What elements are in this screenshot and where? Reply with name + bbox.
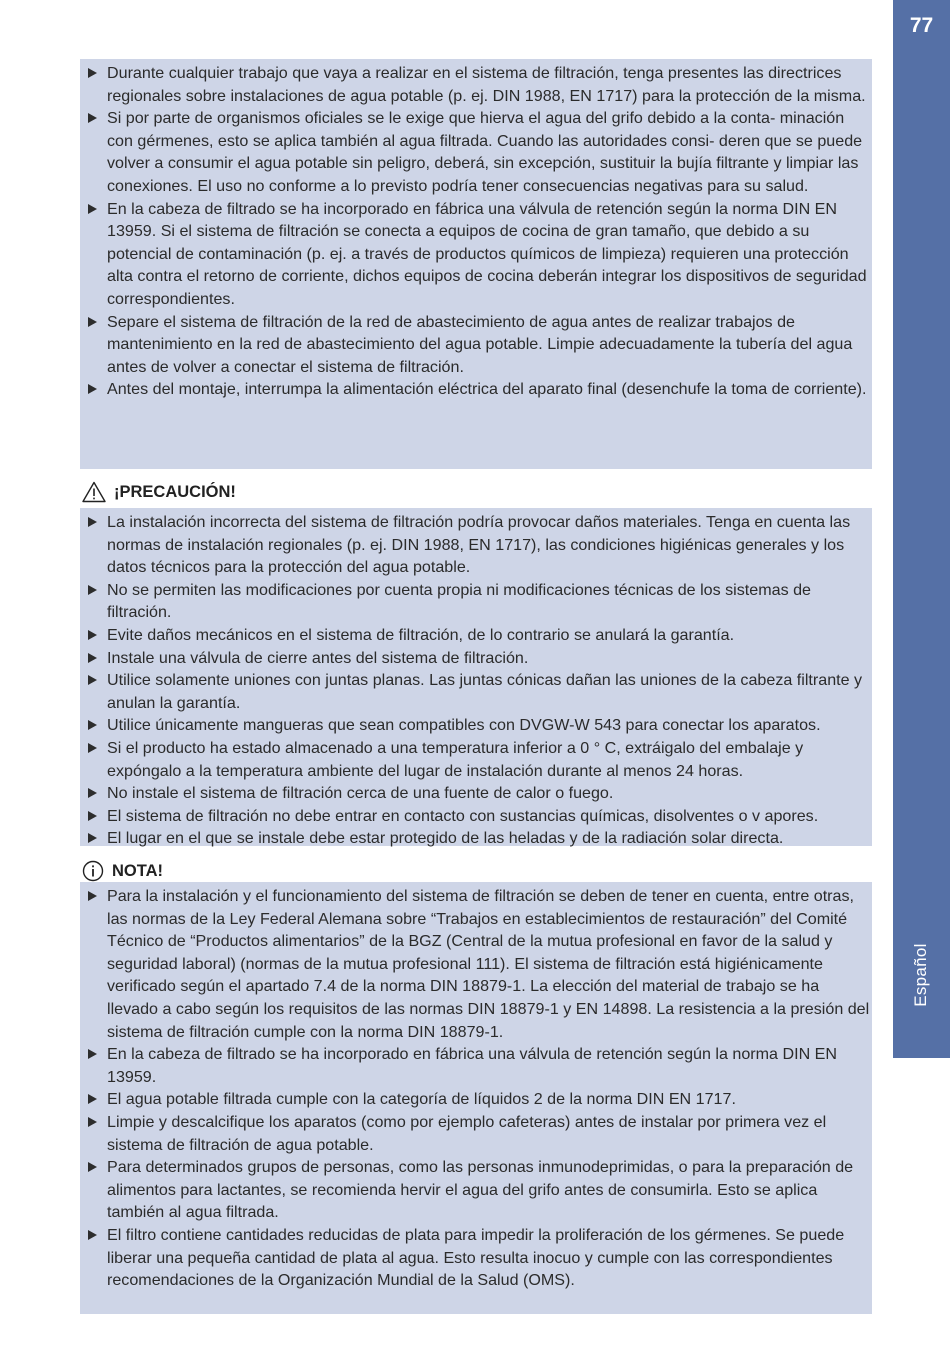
language-tab-label: Español	[911, 943, 930, 1007]
list-item: No se permiten las modificaciones por cuenta propia ni modificaciones técnicas de los sistemas de filtración.	[84, 579, 872, 624]
list-item: El filtro contiene cantidades reducidas de plata para impedir la proliferación de los gérmenes. Se puede liberar una pequeña cantidad de plata al agua. Esto resulta inocuo y cumple con las correspondientes recomendaciones de la Organización Mundial de la Salud (OMS).	[84, 1224, 872, 1292]
list-item: El sistema de filtración no debe entrar en contacto con sustancias químicas, disolventes o v apores.	[84, 805, 872, 828]
list-item: El agua potable filtrada cumple con la categoría de líquidos 2 de la norma DIN EN 1717.	[84, 1088, 872, 1111]
info-circle-icon	[82, 860, 104, 882]
note-title: NOTA!	[112, 861, 164, 880]
list-item: La instalación incorrecta del sistema de filtración podría provocar daños materiales. Tenga en cuenta las normas de instalación regionales (p. ej. DIN 1988, EN 1717), las condiciones higiénicas generales y los datos técnicos para la protección del agua potable.	[84, 511, 872, 579]
list-item: En la cabeza de filtrado se ha incorporado en fábrica una válvula de retención según la norma DIN EN 13959.	[84, 1043, 872, 1088]
list-item: Para la instalación y el funcionamiento del sistema de filtración se deben de tener en cuenta, entre otras, las normas de la Ley Federal Alemana sobre “Trabajos en establecimientos de restauración” del Comité Técnico de “Productos alimentarios” de la BGZ (Central de la mutua profesional en favor de la salud y seguridad laboral) (normas de la mutua profesional 111). El sistema de filtración está higiénicamente verificado según el apartado 7.4 de la norma DIN 18879-1. La elección del material de trabajo se ha llevado a cabo según los requisitos de las normas DIN 18879-1 y EN 14898. La resistencia a la presión del sistema de filtración cumple con la norma DIN 18879-1.	[84, 885, 872, 1043]
warning-triangle-icon	[82, 481, 106, 503]
list-item: Evite daños mecánicos en el sistema de filtración, de lo contrario se anulará la garantía.	[84, 624, 872, 647]
list-item: El lugar en el que se instale debe estar protegido de las heladas y de la radiación solar directa.	[84, 827, 872, 850]
note-box	[80, 882, 872, 1314]
list-item: Si por parte de organismos oficiales se le exige que hierva el agua del grifo debido a la conta- minación con gérmenes, esto se aplica también al agua filtrada. Cuando las autoridades consi- deren que se puede volver a consumir el agua potable sin peligro, deberá, sin excepción, sustituir la bujía filtrante y limpiar las conexiones. El uso no conforme a lo previsto podría tener consecuencias negativas para su salud.	[84, 107, 872, 197]
language-sidebar	[893, 0, 950, 1058]
note-heading	[82, 860, 163, 882]
note-list	[84, 885, 872, 1292]
page-number: 77	[909, 14, 934, 37]
list-item: Limpie y descalcifique los aparatos (como por ejemplo cafeteras) antes de instalar por primera vez el sistema de filtración de agua potable.	[84, 1111, 872, 1156]
general-instructions-box	[80, 59, 872, 469]
list-item: Durante cualquier trabajo que vaya a realizar en el sistema de filtración, tenga presentes las directrices regionales sobre instalaciones de agua potable (p. ej. DIN 1988, EN 1717) para la protección de la misma.	[84, 62, 872, 107]
list-item: Antes del montaje, interrumpa la alimentación eléctrica del aparato final (desenchufe la toma de corriente).	[84, 378, 872, 401]
list-item: No instale el sistema de filtración cerca de una fuente de calor o fuego.	[84, 782, 872, 805]
caution-box	[80, 508, 872, 846]
list-item: Utilice solamente uniones con juntas planas. Las juntas cónicas dañan las uniones de la cabeza filtrante y anulan la garantía.	[84, 669, 872, 714]
list-item: Utilice únicamente mangueras que sean compatibles con DVGW-W 543 para conectar los aparatos.	[84, 714, 872, 737]
list-item: Separe el sistema de filtración de la red de abastecimiento de agua antes de realizar trabajos de mantenimiento en la red de abastecimiento del agua potable. Limpie adecuadamente la tubería del agua antes de volver a conectar el sistema de filtración.	[84, 311, 872, 379]
caution-list	[84, 511, 872, 850]
general-instructions-list	[84, 62, 872, 401]
list-item: Instale una válvula de cierre antes del sistema de filtración.	[84, 647, 872, 670]
caution-heading	[82, 481, 236, 503]
list-item: En la cabeza de filtrado se ha incorporado en fábrica una válvula de retención según la norma DIN EN 13959. Si el sistema de filtración se conecta a equipos de cocina de gran tamaño, que debido a su potencial de contaminación (p. ej. a través de productos químicos de limpieza) requieren una protección alta contra el retorno de corriente, dichos equipos de cocina deberán integrar los dispositivos de seguridad correspondientes.	[84, 198, 872, 311]
list-item: Si el producto ha estado almacenado a una temperatura inferior a 0 ° C, extráigalo del embalaje y expóngalo a la temperatura ambiente del lugar de instalación durante al menos 24 horas.	[84, 737, 872, 782]
list-item: Para determinados grupos de personas, como las personas inmunodeprimidas, o para la preparación de alimentos para lactantes, se recomienda hervir el agua del grifo antes de consumirla. Esto se aplica también al agua filtrada.	[84, 1156, 872, 1224]
caution-title: ¡PRECAUCIÓN!	[114, 482, 236, 501]
